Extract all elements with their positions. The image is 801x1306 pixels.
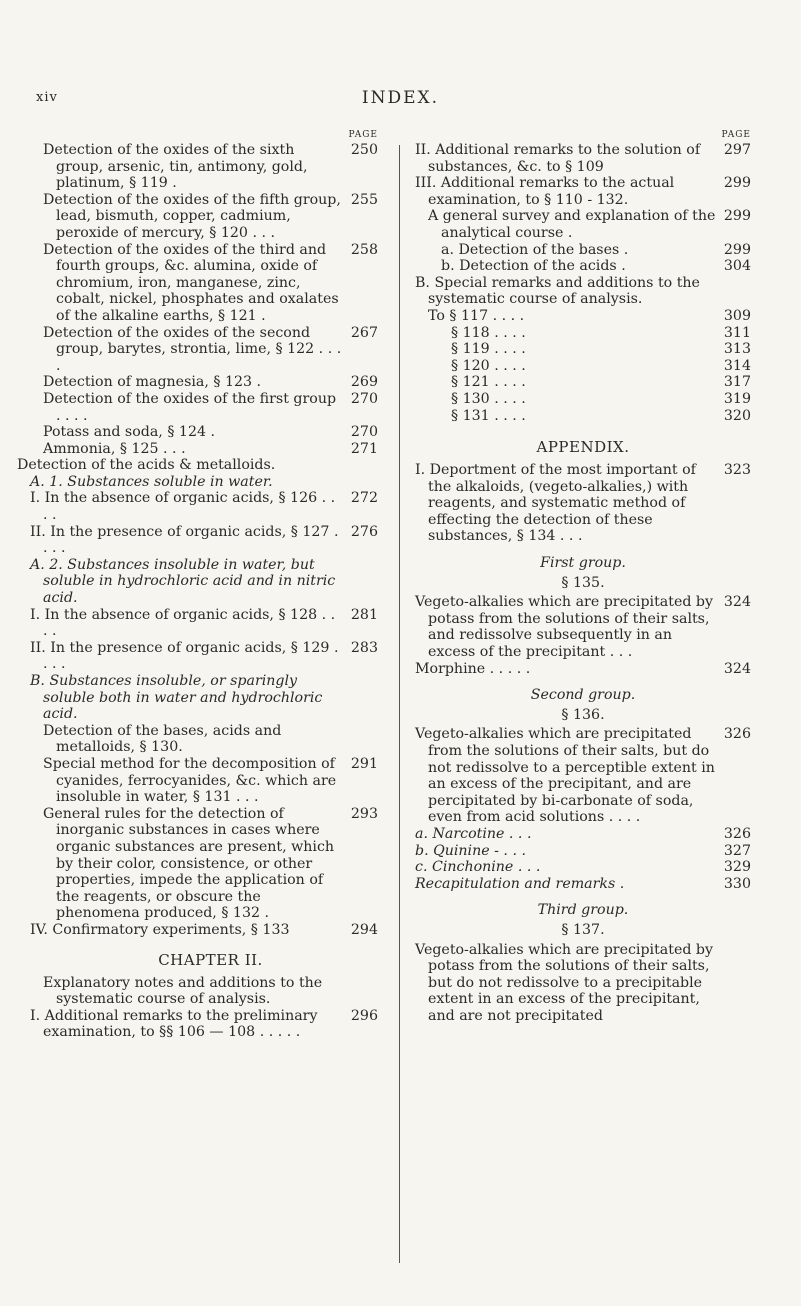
index-entry: § 120 . . . . 314 [451, 357, 751, 374]
index-entry: A. 2. Substances insoluble in water, but soluble in hydrochloric acid and in nitric acid. [30, 556, 336, 607]
index-entry: II. In the presence of organic acids, § 127 . . . . 276 [30, 523, 378, 557]
index-entry: Detection of the oxides of the third and fourth groups, &c. alumina, oxide of chromium, iron, manganese, zinc, cobalt, nickel, phosphates and oxalates of the alkaline earths, § 121 . 258 [43, 241, 378, 324]
index-entry: Vegeto-alkalies which are precipitated from the solutions of their salts, but do not redissolve to a perceptible extent in an excess of the precipitant, and are percipitated by bi-carbonate of soda, even from acid solutions . . . . 326 [415, 726, 751, 826]
group-heading: Third group. [537, 902, 629, 919]
index-entry: Detection of the bases, acids and metalloids, § 130. [43, 722, 282, 756]
index-entry: I. In the absence of organic acids, § 126 . . . . 272 [30, 490, 378, 524]
left-column [17, 130, 378, 1041]
group-heading: First group. [540, 555, 626, 572]
index-entry: Ammonia, § 125 . . . 271 [43, 440, 378, 457]
index-entry: a. Narcotine . . . 326 [415, 825, 751, 842]
index-entry: I. Deportment of the most important of the alkaloids, (vegeto-alkalies,) with reagents, and systematic method of effecting the detection of these substances, § 134 . . . 323 [415, 462, 751, 545]
index-entry: Potass and soda, § 124 . 270 [43, 424, 378, 441]
index-entry: Explanatory notes and additions to the systematic course of analysis. [43, 974, 323, 1008]
index-entry: § 121 . . . . 317 [451, 374, 751, 391]
page-number: xiv [36, 90, 58, 105]
index-entry: Recapitulation and remarks . 330 [415, 875, 751, 892]
index-entry: § 130 . . . . 319 [451, 390, 751, 407]
index-entry: A general survey and explanation of the analytical course . 299 [428, 208, 751, 241]
index-entry: Vegeto-alkalies which are precipitated by potass from the solutions of their salts, but do not redissolve to a precipitable extent in an excess of the precipitant, and are not precipitated [415, 941, 714, 1024]
index-entry: Vegeto-alkalies which are precipitated by potass from the solutions of their salts, and redissolve subsequently in an excess of the precipitant . . . 324 [415, 594, 751, 661]
index-entry: I. Additional remarks to the preliminary examination, to §§ 106 — 108 . . . . . 296 [30, 1007, 378, 1041]
index-entry: I. In the absence of organic acids, § 128 . . . . 281 [30, 606, 378, 640]
index-entry: IV. Confirmatory experiments, § 133 294 [30, 921, 378, 938]
running-header [0, 88, 801, 108]
page-column-heading: PAGE [721, 130, 751, 140]
index-entry: B. Special remarks and additions to the systematic course of analysis. [415, 274, 700, 308]
index-entry: A. 1. Substances soluble in water. [30, 473, 273, 490]
index-entry: Detection of the oxides of the fifth group, lead, bismuth, copper, cadmium, peroxide of mercury, § 120 . . . 255 [43, 191, 378, 241]
index-entry: Detection of the acids & metalloids. [17, 457, 276, 474]
index-entry: Detection of the oxides of the sixth group, arsenic, tin, antimony, gold, platinum, § 119 . 250 [43, 142, 378, 192]
index-entry: Morphine . . . . . 324 [415, 660, 751, 677]
index-entry: § 119 . . . . 313 [451, 341, 751, 358]
index-entry: Detection of the oxides of the first group . . . . 270 [43, 390, 378, 424]
index-entry: Special method for the decomposition of cyanides, ferrocyanides, &c. which are insoluble in water, § 131 . . . 291 [43, 755, 378, 806]
index-entry: b. Detection of the acids . 304 [441, 258, 751, 275]
index-entry: a. Detection of the bases . 299 [441, 241, 751, 258]
index-entry: II. In the presence of organic acids, § 129 . . . . 283 [30, 639, 378, 673]
index-entry: II. Additional remarks to the solution of substances, &c. to § 109 297 [415, 142, 751, 175]
group-heading: Second group. [530, 687, 636, 704]
index-entry: Detection of the oxides of the second group, barytes, strontia, lime, § 122 . . . . 267 [43, 324, 378, 374]
index-entry: § 118 . . . . 311 [451, 324, 751, 341]
index-entry: § 131 . . . . 320 [451, 407, 751, 424]
chapter-heading: CHAPTER II. [158, 950, 263, 969]
index-entry: b. Quinine - . . . 327 [415, 842, 751, 859]
page-title: INDEX. [361, 88, 440, 108]
section-number: § 137. [561, 921, 605, 938]
section-number: § 136. [561, 706, 605, 723]
appendix-heading: APPENDIX. [536, 438, 630, 457]
right-column [415, 130, 751, 1025]
index-entry: Detection of magnesia, § 123 . 269 [43, 374, 378, 391]
index-entry: B. Substances insoluble, or sparingly soluble both in water and hydrochloric acid. [30, 673, 323, 723]
page-column-heading: PAGE [348, 130, 378, 140]
index-entry: To § 117 . . . . 309 [428, 307, 751, 324]
column-divider [399, 145, 400, 1263]
index-entry: General rules for the detection of inorganic substances in cases where organic substances are present, which by their color, consistence, or other properties, impede the application of the reagents, or obscure the phenomena produced, § 132 . 293 [43, 805, 378, 922]
section-number: § 135. [561, 574, 605, 591]
index-entry: c. Cinchonine . . . 329 [415, 859, 751, 876]
index-entry: III. Additional remarks to the actual examination, to § 110 - 132. 299 [415, 175, 751, 208]
